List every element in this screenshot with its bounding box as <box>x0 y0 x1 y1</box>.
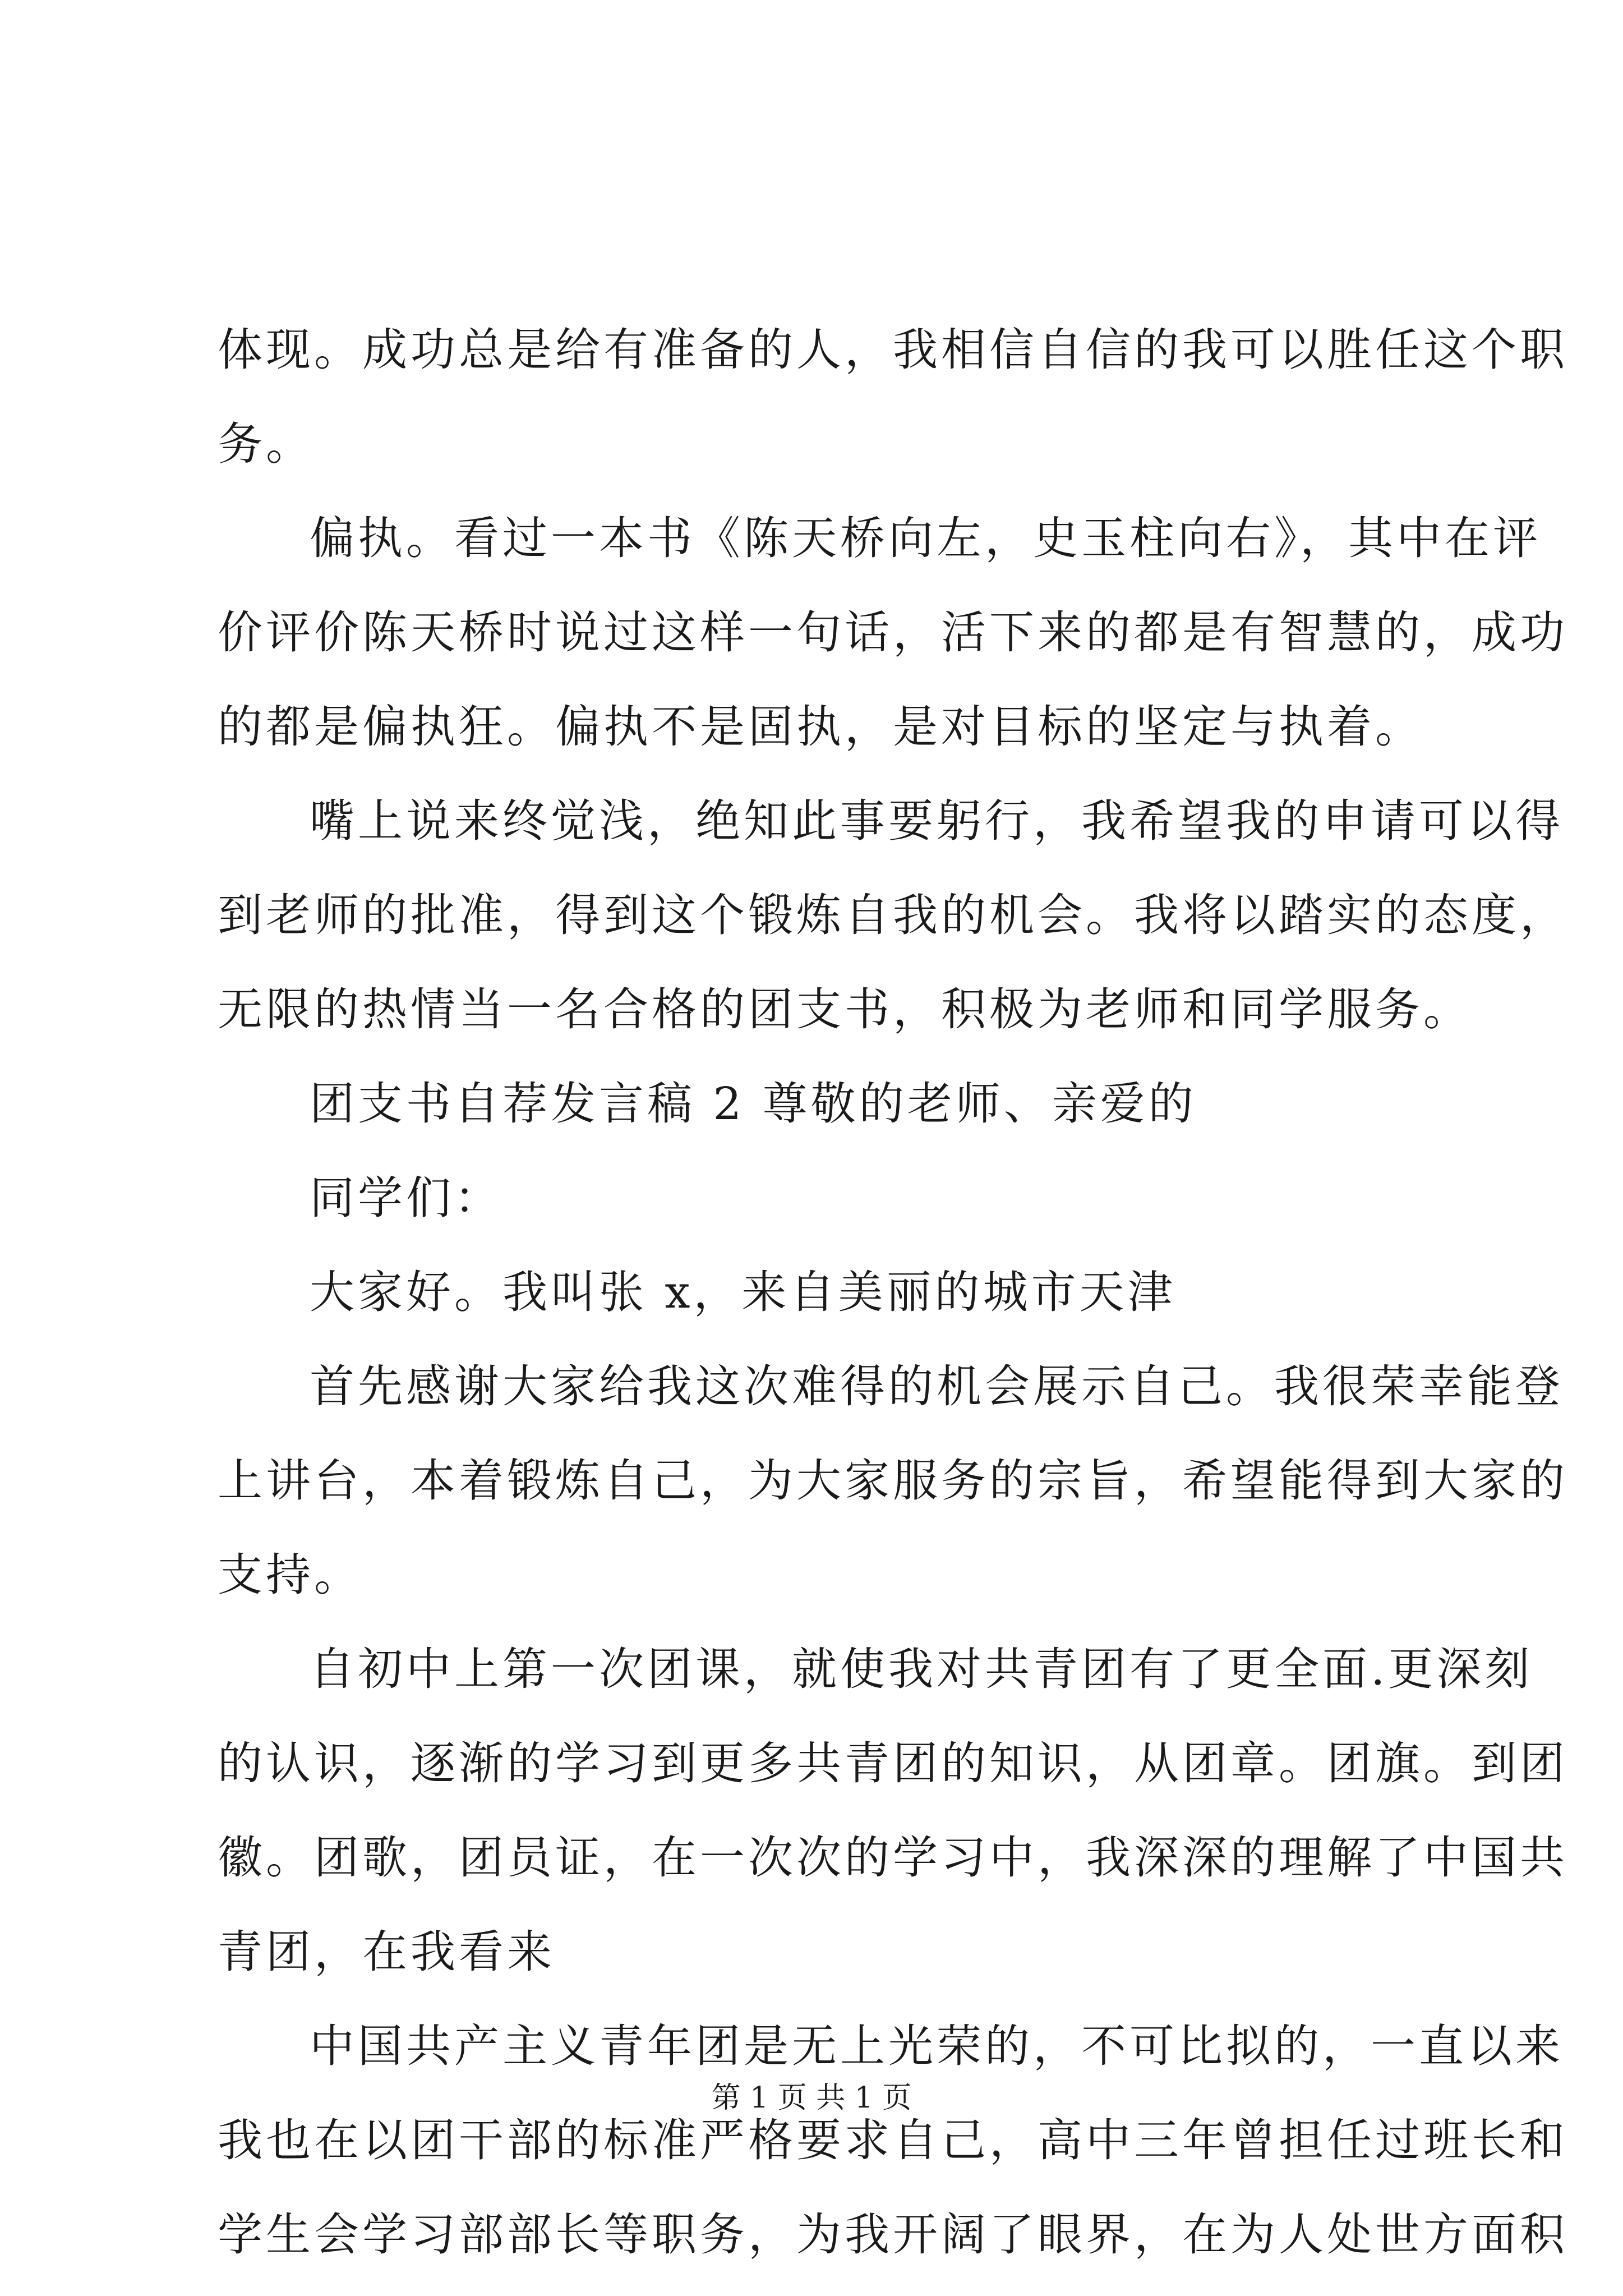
page-number-label: 第 1 页 共 1 页 <box>711 2081 912 2115</box>
text-line: 的认识，逐渐的学习到更多共青团的知识，从团章。团旗。到团 <box>218 1737 1568 1789</box>
text-line: 务。 <box>218 418 314 470</box>
paragraph-first-line: 中国共产主义青年团是无上光荣的，不可比拟的，一直以来 <box>310 2020 1564 2072</box>
text-line: 上讲台，本着锻炼自己，为大家服务的宗旨，希望能得到大家的 <box>218 1455 1568 1507</box>
document-body <box>218 303 1568 2282</box>
text-line: 徽。团歌，团员证，在一次次的学习中，我深深的理解了中国共 <box>218 1832 1568 1884</box>
text-line: 无限的热情当一名合格的团支书，积极为老师和同学服务。 <box>218 983 1472 1036</box>
text-line: 体现。成功总是给有准备的人，我相信自信的我可以胜任这个职 <box>218 324 1568 376</box>
page-footer <box>0 2076 1623 2120</box>
text-line: 支持。 <box>218 1549 362 1601</box>
text-line: 到老师的批准，得到这个锻炼自我的机会。我将以踏实的态度， <box>218 889 1568 941</box>
greeting: 大家好。我叫张 x，来自美丽的城市天津 <box>310 1266 1176 1318</box>
text-line: 的都是偏执狂。偏执不是固执，是对目标的坚定与执着。 <box>218 701 1423 753</box>
text-line: 学生会学习部部长等职务，为我开阔了眼界，在为人处世方面积 <box>218 2208 1568 2261</box>
text-line: 我也在以团干部的标准严格要求自己，高中三年曾担任过班长和 <box>218 2114 1568 2166</box>
paragraph-first-line: 首先感谢大家给我这次难得的机会展示自己。我很荣幸能登 <box>310 1360 1564 1412</box>
text-line: 价评价陈天桥时说过这样一句话，活下来的都是有智慧的，成功 <box>218 606 1568 659</box>
paragraph-first-line: 嘴上说来终觉浅，绝知此事要躬行，我希望我的申请可以得 <box>310 795 1564 847</box>
text-line: 青团，在我看来 <box>218 1926 555 1978</box>
paragraph-first-line: 偏执。看过一本书《陈天桥向左，史玉柱向右》，其中在评 <box>310 512 1541 564</box>
section-heading: 团支书自荐发言稿 2 尊敬的老师、亲爱的 <box>310 1078 1197 1130</box>
paragraph-first-line: 自初中上第一次团课，就使我对共青团有了更全面.更深刻 <box>310 1643 1533 1695</box>
salutation: 同学们： <box>310 1172 502 1224</box>
